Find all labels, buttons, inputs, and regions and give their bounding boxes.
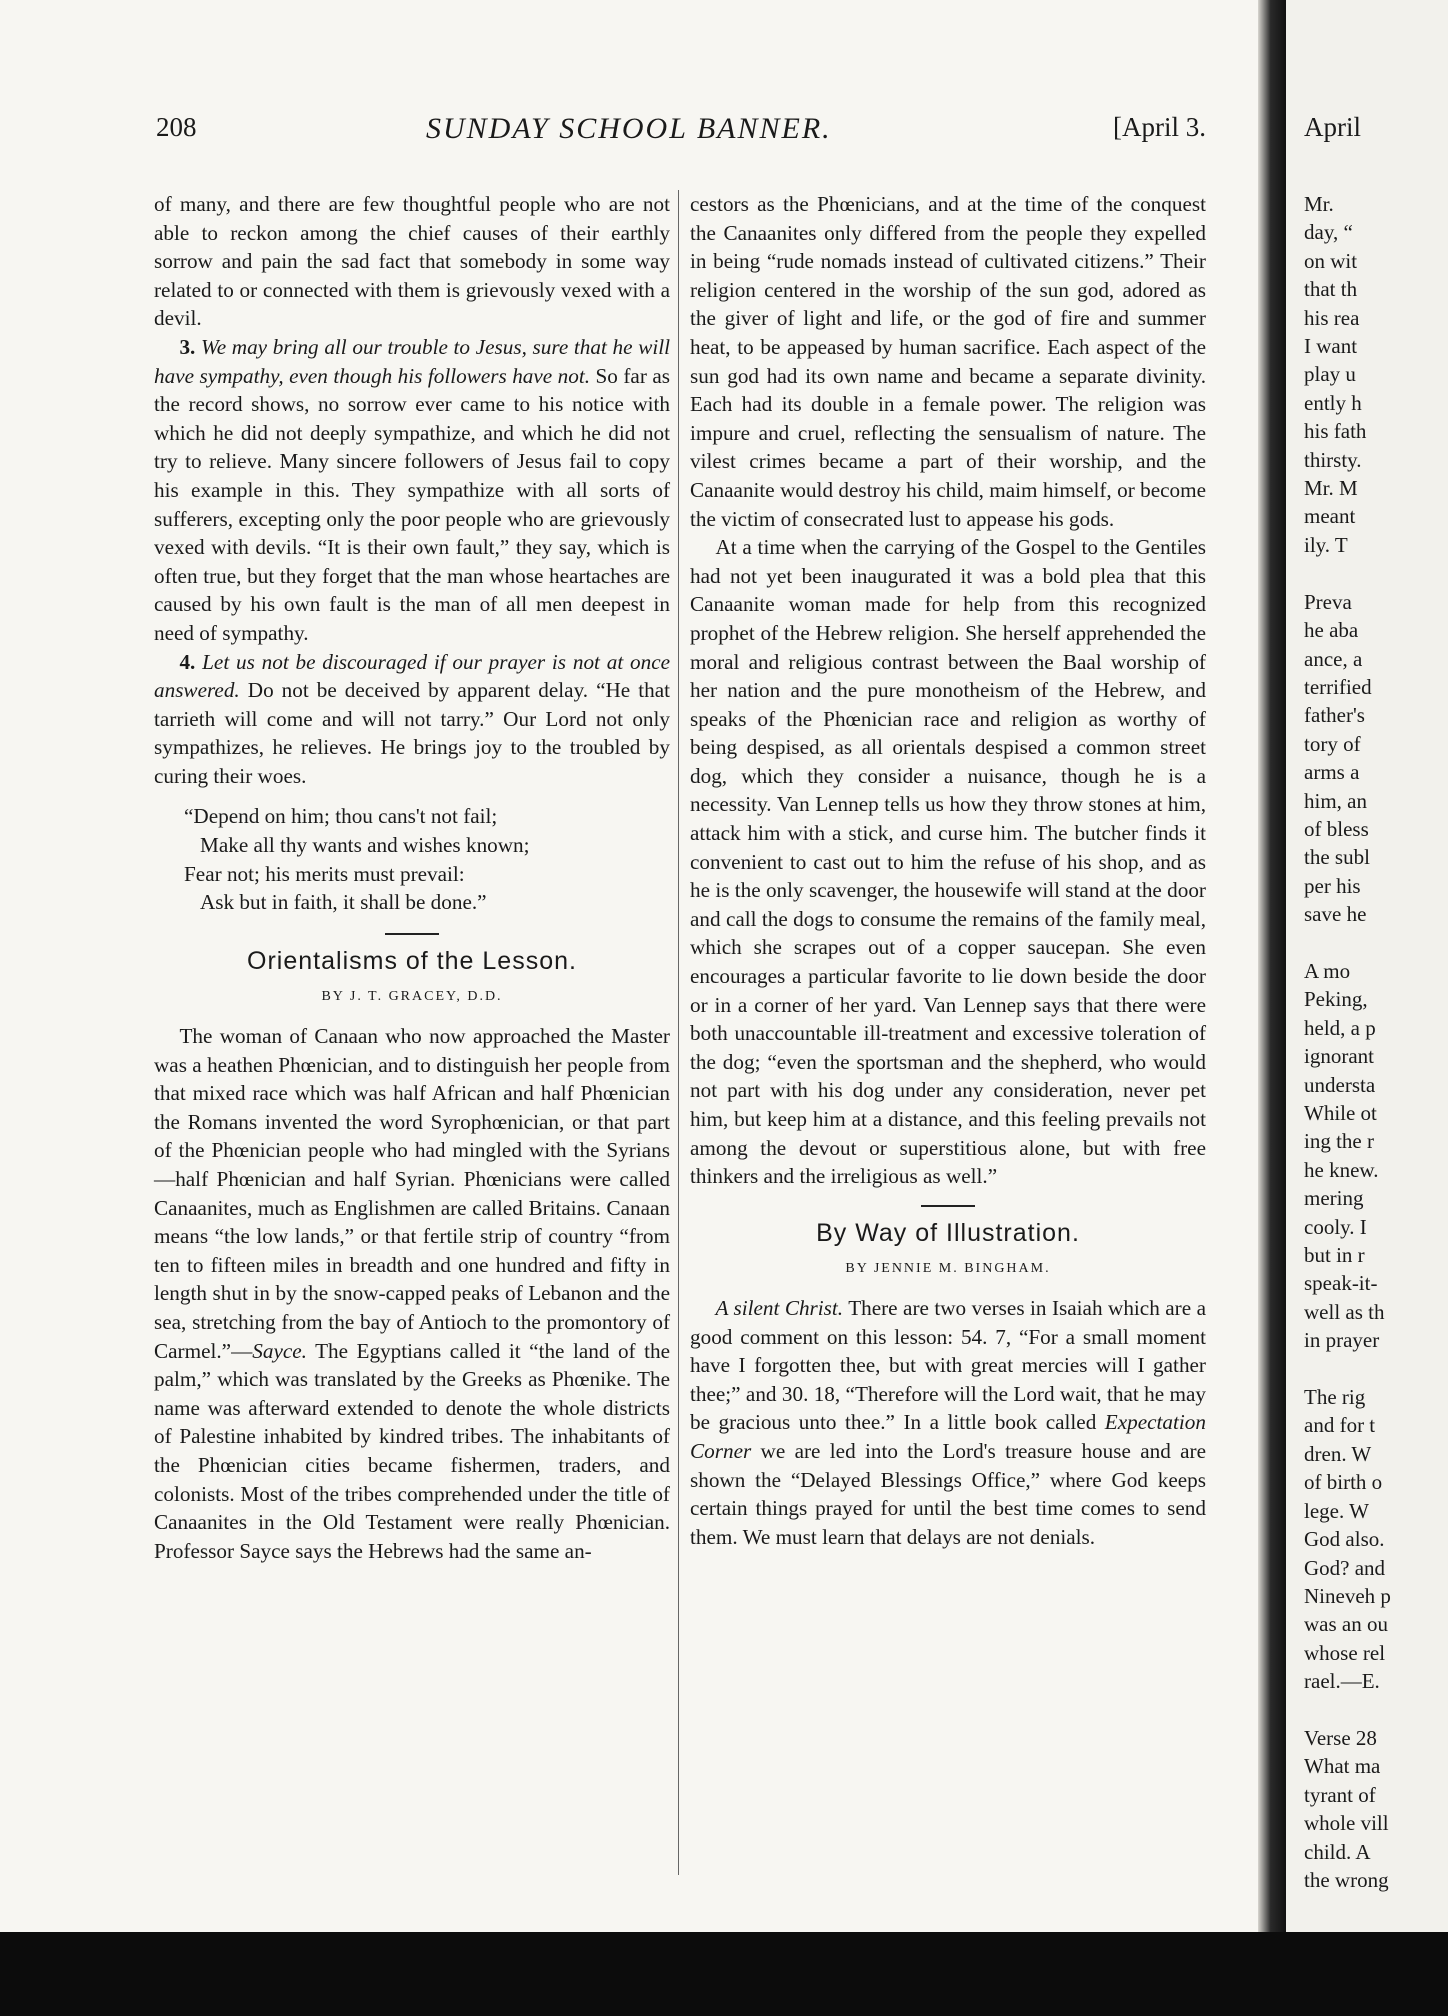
facing-page-line: Peking, (1304, 987, 1368, 1012)
facing-page-line: play u (1304, 362, 1356, 387)
facing-page-line: Verse 28 (1304, 1725, 1377, 1750)
facing-page-line: God? and (1304, 1555, 1386, 1580)
facing-page-line: save he (1304, 902, 1367, 927)
facing-page-line: ignorant (1304, 1044, 1374, 1069)
byline: BY J. T. GRACEY, D.D. (321, 989, 503, 1005)
page-number: 208 (156, 112, 197, 142)
facing-page-line: tory of (1304, 731, 1361, 756)
facing-page-line: Mr. (1304, 192, 1334, 216)
facing-page-line: arms a (1304, 760, 1360, 785)
facing-page-line: the subl (1304, 845, 1370, 870)
paragraph-text: The woman of Canaan who now approached the Master was a heathen Phœnician, and to distinguish her people from that mixed race which was half African and half Phœnician the Romans invented the word Syrophœnician, or that part of the Phœnician people who had mingled with the Syrians—half Phœnician and half Syrian. Phœnicians were called Canaanites, much as Englishmen are called Britains. Canaan means “the low lands,” or that fertile strip of country “from ten to fifteen miles in breadth and one hundred and fifty in length shut in by the snow-capped peaks of Lebanon and the sea, stretching from the bay of Antioch to the promontory of Carmel.”— (154, 1024, 670, 1363)
section-title: Orientalisms of the Lesson. (247, 946, 577, 975)
paragraph (690, 1294, 1206, 1551)
facing-page-line: speak-it- (1304, 1271, 1378, 1296)
book-spine (1258, 0, 1286, 2016)
facing-page-line: Mr. M (1304, 476, 1358, 501)
point-text: Do not be deceived by apparent delay. “He that tarrieth will come and will not tarry.” Our Lord not only sympathizes, he relieves. He brings joy to the troubled by curing their woes. (154, 678, 671, 788)
paragraph: cestors as the Phœnicians, and at the time of the conquest the Canaanites only differed from the people they expelled in being “rude nomads instead of cultivated citizens.” Their religion centered in the worship of the sun god, adored as the giver of light and life, or the god of fire and summer heat, to be appeased by human sacrifice. Each aspect of the sun god had its own name and became a separate divinity. Each had its double in a female power. The religion was impure and cruel, reflecting the sensualism of nature. The vilest crimes became a part of their worship, and the Canaanite would destroy his child, maim himself, or become the victim of consecrated lust to appease his gods. (690, 192, 1206, 531)
facing-page-line: his fath (1304, 419, 1367, 444)
numbered-point (154, 648, 670, 791)
facing-page-line (1304, 1355, 1448, 1383)
facing-page-line: What ma (1304, 1754, 1381, 1779)
facing-page-line: day, “ (1304, 220, 1353, 245)
facing-page-line: While ot (1304, 1101, 1377, 1125)
byline: BY JENNIE M. BINGHAM. (845, 1261, 1051, 1277)
paragraph-text: There are two verses in Isaiah which are a good comment on this lesson: 54. 7, “For a small moment have I forgotten thee, but with great mercies will I gather thee;” and 30. 18, “Therefore will the Lord wait, that he may be gracious unto thee.” In a little book called (690, 1295, 1206, 1435)
facing-page-line: was an ou (1304, 1612, 1388, 1637)
point-number: 3. (179, 334, 196, 359)
facing-page-line: ily. T (1304, 532, 1348, 557)
section-rule (385, 933, 439, 935)
facing-page-line: he knew. (1304, 1157, 1379, 1182)
facing-page-line: rael.—E. (1304, 1669, 1380, 1694)
facing-page-line: tyrant of (1304, 1782, 1376, 1807)
facing-page-line: meant (1304, 504, 1356, 529)
facing-page-fragment (1286, 0, 1448, 1932)
facing-page-line: the wrong (1304, 1867, 1389, 1892)
header-date: [April 3. (1113, 112, 1206, 142)
facing-page-line: well as th (1304, 1299, 1385, 1324)
hymn-line: Ask but in faith, it shall be done.” (200, 890, 487, 915)
facing-page-line: cooly. I (1304, 1214, 1367, 1239)
left-column (154, 190, 670, 1565)
column-divider (678, 190, 679, 1875)
section-rule (921, 1205, 975, 1207)
paragraph-lead: A silent Christ. (715, 1295, 844, 1320)
facing-page-line: thirsty. (1304, 447, 1362, 472)
facing-page-line: he aba (1304, 618, 1359, 643)
facing-page-line (1304, 929, 1448, 957)
hymn-line: “Depend on him; thou cans't not fail; (184, 804, 498, 829)
running-title: SUNDAY SCHOOL BANNER. (426, 112, 832, 145)
hymn-line: Make all thy wants and wishes known; (200, 833, 530, 858)
point-lead: Let us not be discouraged if our prayer is not at once answered. (154, 649, 670, 703)
facing-page-line: ance, a (1304, 646, 1363, 671)
book-title: Expectation Corner (690, 1410, 1206, 1463)
facing-page-line: Nineveh p (1304, 1583, 1391, 1608)
facing-page-line: his rea (1304, 305, 1360, 330)
facing-page-line: held, a p (1304, 1015, 1376, 1040)
numbered-point (154, 333, 670, 648)
paragraph-text: we are led into the Lord's treasure house and are shown the “Delayed Blessings Office,” where God keeps certain things prayed for until the best time comes to send them. We must learn that delays are not denials. (690, 1438, 1206, 1549)
facing-page-line: Preva (1304, 589, 1352, 614)
facing-page-line: The rig (1304, 1385, 1366, 1410)
facing-page-header: April (1304, 112, 1361, 142)
facing-page-line: on wit (1304, 248, 1358, 273)
facing-page-line: per his (1304, 873, 1361, 898)
facing-page-line: God also. (1304, 1527, 1385, 1552)
facing-page-line: that th (1304, 277, 1358, 302)
facing-page-line: child. A (1304, 1839, 1371, 1864)
citation: Sayce. (252, 1338, 307, 1363)
facing-page-line: terrified (1304, 674, 1372, 699)
facing-page-line: but in r (1304, 1243, 1365, 1268)
facing-page-line: of bless (1304, 816, 1369, 841)
facing-page-line (1304, 1696, 1448, 1724)
facing-page-line: mering (1304, 1186, 1364, 1211)
facing-page-line: of birth o (1304, 1470, 1383, 1495)
hymn-line: Fear not; his merits must prevail: (184, 861, 465, 886)
paragraph (154, 1022, 670, 1565)
facing-page-line: ing the r (1304, 1129, 1374, 1154)
facing-page-line (1304, 559, 1448, 587)
facing-page-line: ently h (1304, 390, 1362, 415)
facing-page-line: father's (1304, 703, 1365, 728)
point-number: 4. (179, 649, 196, 674)
facing-page-line: dren. W (1304, 1441, 1372, 1466)
facing-page-line: and for t (1304, 1413, 1376, 1438)
facing-page-line: I want (1304, 334, 1358, 359)
facing-page-text (1304, 190, 1448, 1894)
facing-page-line: whole vill (1304, 1811, 1389, 1836)
right-column (690, 190, 1206, 1551)
facing-page-line: whose rel (1304, 1640, 1386, 1665)
scan-edge (0, 1932, 1448, 2016)
facing-page-line: in prayer (1304, 1328, 1380, 1353)
paragraph: of many, and there are few thoughtful people who are not able to reckon among the chief causes of their earthly sorrow and pain the sad fact that somebody in some way related to or connected with them is grievously vexed with a devil. (154, 192, 670, 331)
facing-page-line: him, an (1304, 788, 1367, 813)
paragraph: At a time when the carrying of the Gospel to the Gentiles had not yet been inaugurated it was a bold plea that this Canaanite woman made for help from this recognized prophet of the Hebrew religion. She herself apprehended the moral and religious contrast between the Baal worship of her nation and the pure monotheism of the Hebrew, and speaks of the Phœnician race and religion as worthy of being despised, as all orientals despised a common street dog, which they consider a nuisance, though he is a necessity. Van Lennep tells us how they throw stones at him, attack him with a stick, and curse him. The butcher finds it convenient to cast out to him the refuse of his shop, and as he is the only scavenger, the housewife will stand at the door and call the dogs to consume the remains of the family meal, which she scrapes out of a copper saucepan. She even encourages a particular favorite to lie down beside the door or in a corner of her yard. Van Lennep says that there were both unaccountable ill-treatment and excessive toleration of the dog; “even the sportsman and the shepherd, who would not part with his dog under any consideration, never pet him, but keep him at a distance, and this feeling prevails not among the devout or superstitious alone, but with free thinkers and the irreligious as well.” (690, 535, 1206, 1189)
section-title: By Way of Illustration. (816, 1218, 1080, 1247)
paragraph-text: The Egyptians called it “the land of the palm,” which was translated by the Greeks as Phœnike. The name was afterward extended to denote the whole districts of Palestine inhabited by kindred tribes. The inhabitants of the Phœnician cities became fishermen, traders, and colonists. Most of the tribes comprehended under the title of Canaanites in the Old Testament were really Phœnician. Professor Sayce says the Hebrews had the same an- (154, 1338, 670, 1563)
facing-page-line: understa (1304, 1072, 1376, 1097)
hymn-quote (184, 802, 670, 916)
facing-page-line: lege. W (1304, 1498, 1369, 1523)
facing-page-line: A mo (1304, 958, 1351, 983)
point-text: So far as the record shows, no sorrow ever came to his notice with which he did not deeply sympathize, and which he did not try to relieve. Many sincere followers of Jesus fail to copy his example in this. They sympathize with all sorts of sufferers, excepting only the poor people who are grievously vexed with devils. “It is their own fault,” they say, which is often true, but they forget that the man whose heartaches are caused by his own fault is the man of all men deepest in need of sympathy. (154, 363, 670, 645)
page-header (156, 112, 1206, 156)
point-lead: We may bring all our trouble to Jesus, sure that he will have sympathy, even though his followers have not. (154, 334, 670, 388)
